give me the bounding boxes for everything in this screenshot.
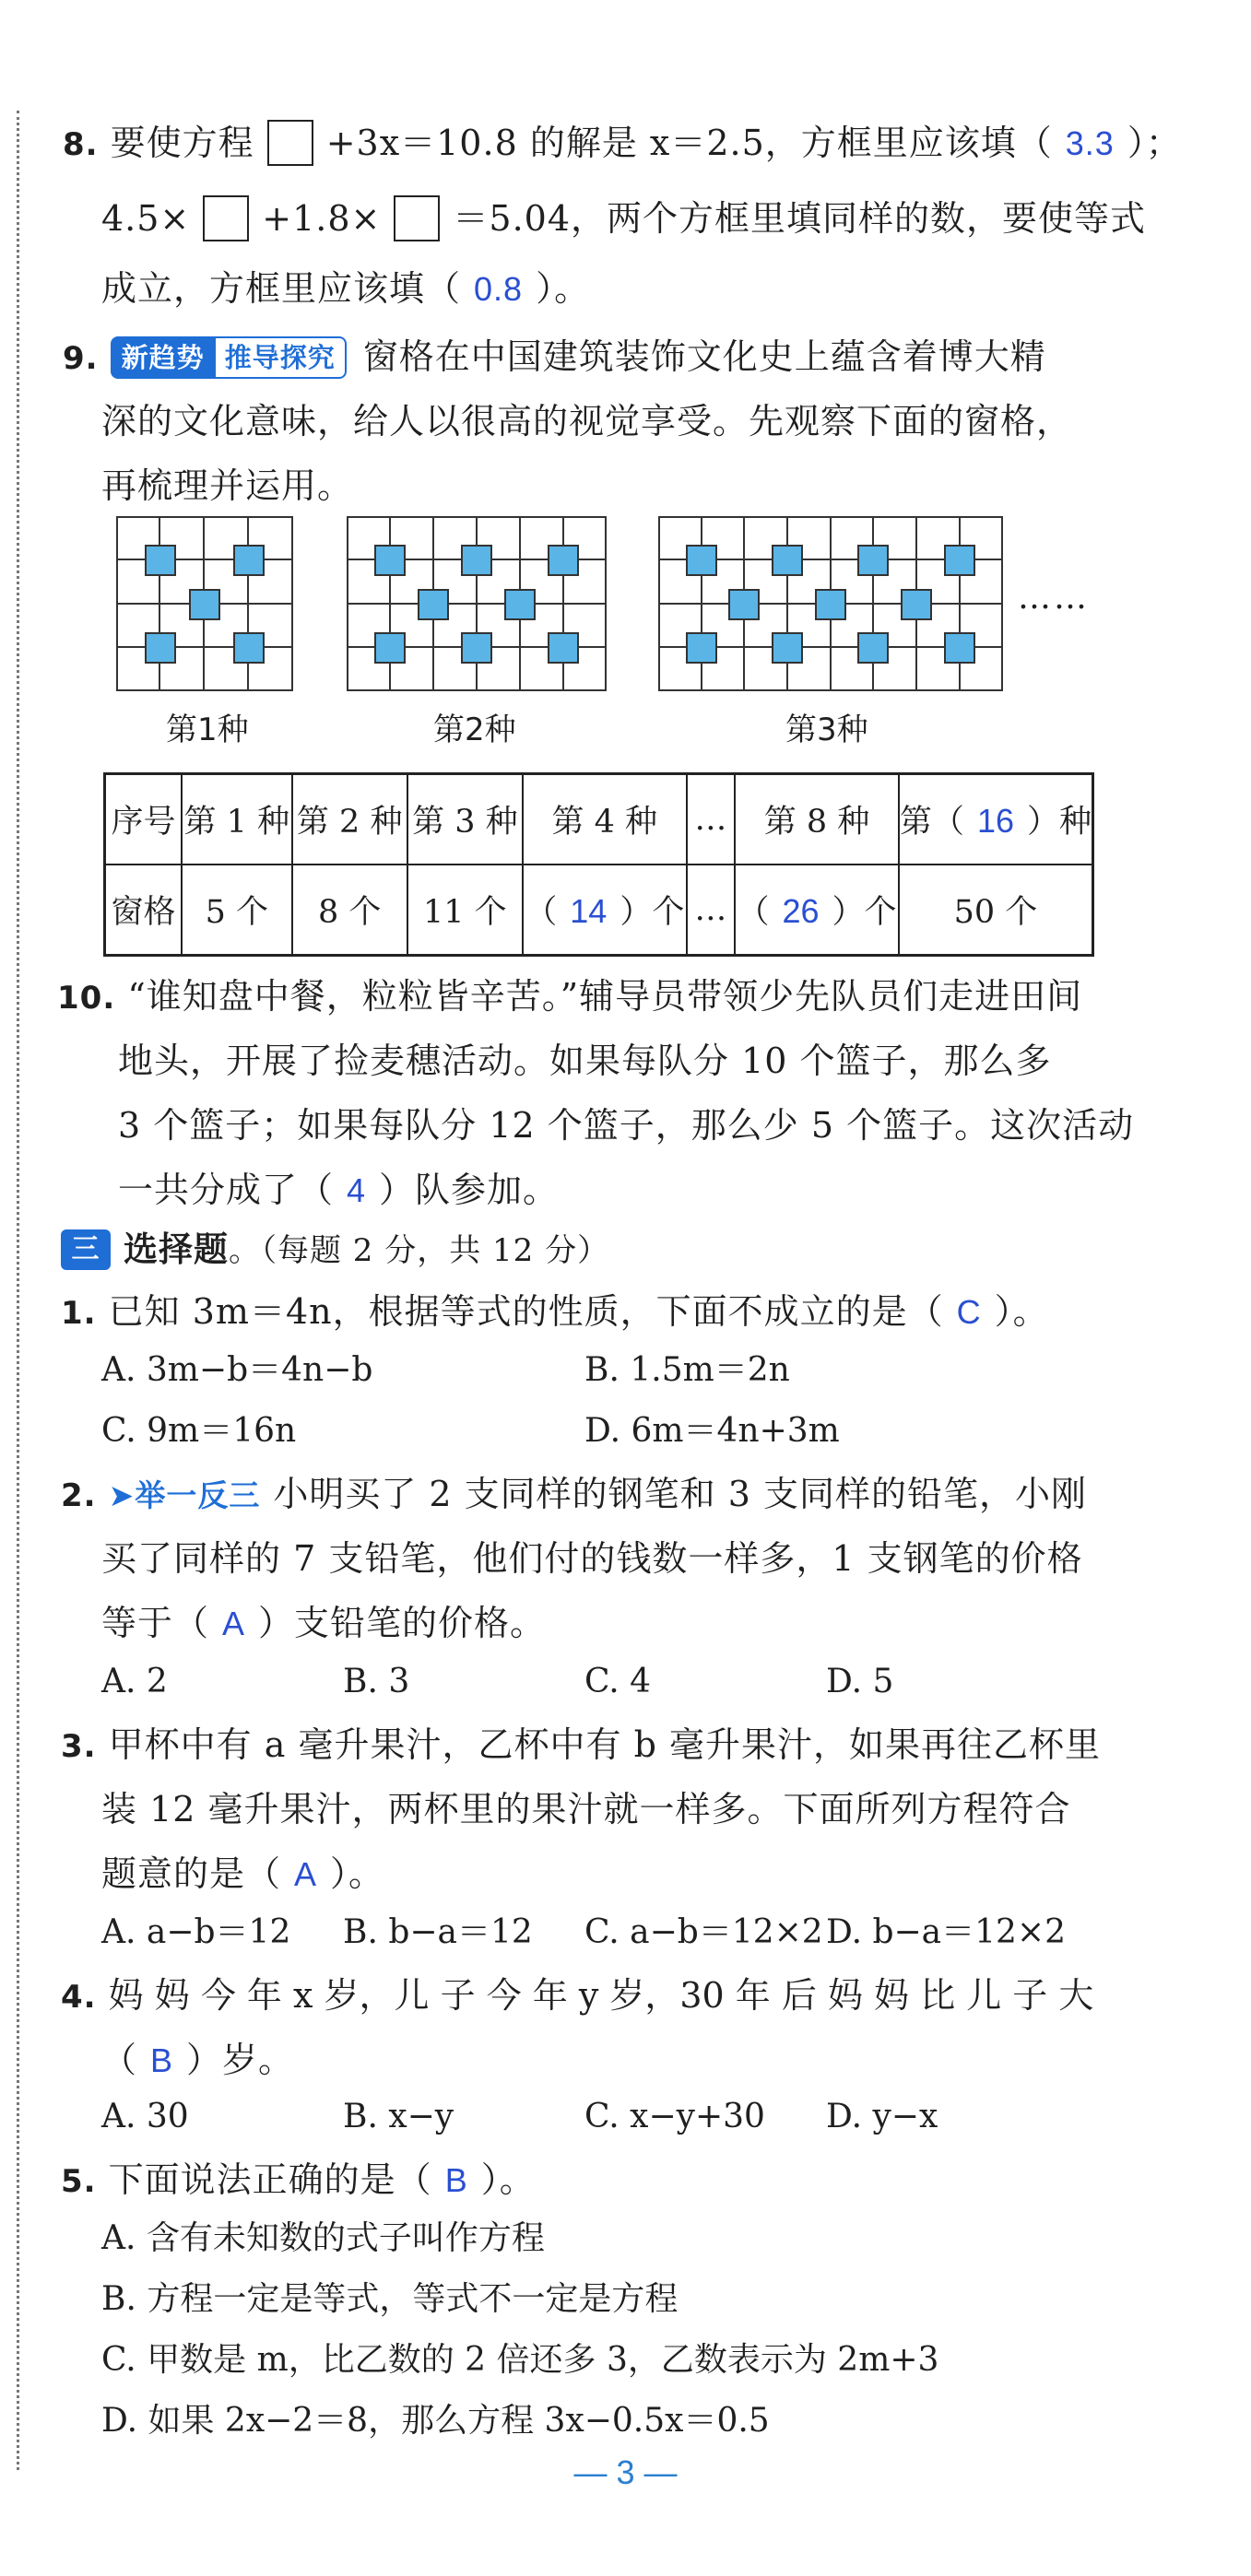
table-cell: 11 个 — [407, 865, 523, 956]
option-c: C. x−y+30 — [584, 2098, 765, 2135]
option-a: A. 30 — [101, 2098, 189, 2135]
answer: 0.8 — [474, 270, 524, 308]
option-d: D. 5 — [826, 1663, 894, 1700]
table-cell: 50 个 — [899, 865, 1093, 956]
caption-pattern-3: 第3种 — [785, 712, 868, 748]
table-cell: 第 2 种 — [292, 774, 407, 865]
option-b: B. 3 — [343, 1663, 410, 1700]
table-cell: 窗格 — [105, 865, 182, 956]
answer: A — [222, 1605, 246, 1642]
answer: 16 — [976, 802, 1014, 840]
q8-line2: 4.5× +1.8× ＝5.04，两个方框里填同样的数，要使等式 — [101, 195, 1146, 245]
c1-stem: 1. 已知 3m＝4n，根据等式的性质，下面不成立的是（ C ）。 — [61, 1291, 1049, 1332]
answer: B — [150, 2041, 174, 2079]
table-cell: 第 8 种 — [735, 774, 899, 865]
c3-line1: 3. 甲杯中有 a 毫升果汁，乙杯中有 b 毫升果汁，如果再往乙杯里 — [61, 1724, 1101, 1765]
q9-line2: 深的文化意味，给人以很高的视觉享受。先观察下面的窗格， — [101, 401, 1073, 441]
c5-option-c: C. 甲数是 m，比乙数的 2 倍还多 3，乙数表示为 2m+3 — [101, 2341, 939, 2379]
option-c: C. a−b＝12×2 — [584, 1913, 823, 1951]
c2-line3: 等于（ A ）支铅笔的价格。 — [101, 1603, 547, 1643]
table-row — [105, 774, 1093, 865]
lattice-pattern-2 — [347, 516, 607, 691]
answer: A — [294, 1855, 318, 1893]
option-a: A. 2 — [101, 1663, 168, 1700]
table-cell: 8 个 — [292, 865, 407, 956]
c3-line3: 题意的是（ A ）。 — [101, 1853, 385, 1894]
page-number: — 3 — — [573, 2453, 678, 2491]
c5-option-b: B. 方程一定是等式，等式不一定是方程 — [101, 2280, 679, 2318]
explore-tag: 推导探究 — [216, 336, 347, 379]
caption-pattern-2: 第2种 — [433, 712, 516, 748]
lattice-pattern-3 — [658, 516, 1003, 691]
option-c: C. 4 — [584, 1663, 652, 1700]
blank-box — [394, 195, 440, 241]
c5-option-d: D. 如果 2x−2＝8，那么方程 3x−0.5x＝0.5 — [101, 2402, 770, 2440]
table-cell: 5 个 — [182, 865, 292, 956]
table-row — [105, 865, 1093, 956]
q9-line3: 再梳理并运用。 — [101, 465, 354, 506]
table-cell: … — [687, 774, 735, 865]
section-3-header: 三 选择题。（每题 2 分，共 12 分） — [61, 1226, 609, 1274]
option-b: B. b−a＝12 — [343, 1913, 533, 1951]
c5-option-a: A. 含有未知数的式子叫作方程 — [101, 2219, 545, 2257]
q9-line1: 9. 新趋势 推导探究 窗格在中国建筑装饰文化史上蕴含着博大精 — [63, 336, 1046, 377]
option-d: D. 6m＝4n+3m — [584, 1412, 840, 1450]
table-cell: 第 3 种 — [407, 774, 523, 865]
q10-line3: 3 个篮子；如果每队分 12 个篮子，那么少 5 个篮子。这次活动 — [118, 1105, 1135, 1146]
answer: 4 — [347, 1171, 367, 1209]
c4-line1: 4. 妈 妈 今 年 x 岁，儿 子 今 年 y 岁，30 年 后 妈 妈 比 儿 子 大 — [61, 1975, 1094, 2016]
c2-line1: 2. ➤举一反三 小明买了 2 支同样的钢笔和 3 支同样的铅笔，小刚 — [61, 1474, 1088, 1514]
binding-dotted-line — [17, 111, 19, 2470]
option-d: D. b−a＝12×2 — [826, 1913, 1067, 1951]
option-d: D. y−x — [826, 2098, 938, 2135]
c3-line2: 装 12 毫升果汁，两杯里的果汁就一样多。下面所列方程符合 — [101, 1789, 1071, 1829]
answer: 14 — [570, 892, 608, 930]
table-cell: 第 1 种 — [182, 774, 292, 865]
c4-line2: （ B ）岁。 — [101, 2040, 295, 2080]
option-a: A. 3m−b＝4n−b — [101, 1351, 373, 1389]
q10-line4: 一共分成了（ 4 ）队参加。 — [118, 1170, 560, 1210]
blank-box — [267, 120, 313, 166]
option-b: B. 1.5m＝2n — [584, 1351, 790, 1389]
option-c: C. 9m＝16n — [101, 1412, 297, 1450]
section-title: 选择题 — [124, 1229, 229, 1269]
q10-line1: 10. “谁知盘中餐，粒粒皆辛苦。”辅导员带领少先队员们走进田间 — [57, 976, 1083, 1017]
c2-line2: 买了同样的 7 支铅笔，他们付的钱数一样多，1 支钢笔的价格 — [101, 1538, 1083, 1579]
pattern-ellipsis: …… — [1018, 579, 1090, 617]
option-a: A. a−b＝12 — [101, 1913, 291, 1951]
q8-line3: 成立，方框里应该填（ 0.8 ）。 — [101, 268, 591, 309]
sequence-table — [103, 772, 1094, 957]
table-cell: 第 4 种 — [523, 774, 687, 865]
q10-line2: 地头，开展了捡麦穗活动。如果每队分 10 个篮子，那么多 — [118, 1041, 1052, 1081]
answer: 26 — [782, 892, 820, 930]
answer: 3.3 — [1065, 124, 1115, 162]
table-cell: 序号 — [105, 774, 182, 865]
option-b: B. x−y — [343, 2098, 454, 2135]
section-number-badge: 三 — [61, 1229, 111, 1270]
table-cell: 第（ 16 ）种 — [899, 774, 1093, 865]
lattice-pattern-1 — [116, 516, 293, 691]
c5-stem: 5. 下面说法正确的是（ B ）。 — [61, 2159, 536, 2200]
answer: B — [444, 2161, 468, 2199]
blank-box — [203, 195, 249, 241]
trend-tag: 新趋势 — [111, 336, 216, 379]
answer: C — [956, 1293, 982, 1331]
table-cell: （ 14 ）个 — [523, 865, 687, 956]
caption-pattern-1: 第1种 — [166, 712, 249, 748]
practice-tag: ➤举一反三 — [108, 1477, 261, 1513]
q8-line1: 8. 要使方程 +3x＝10.8 的解是 x＝2.5，方框里应该填（ 3.3 ）； — [63, 120, 1182, 170]
table-cell: （ 26 ）个 — [735, 865, 899, 956]
table-cell: … — [687, 865, 735, 956]
